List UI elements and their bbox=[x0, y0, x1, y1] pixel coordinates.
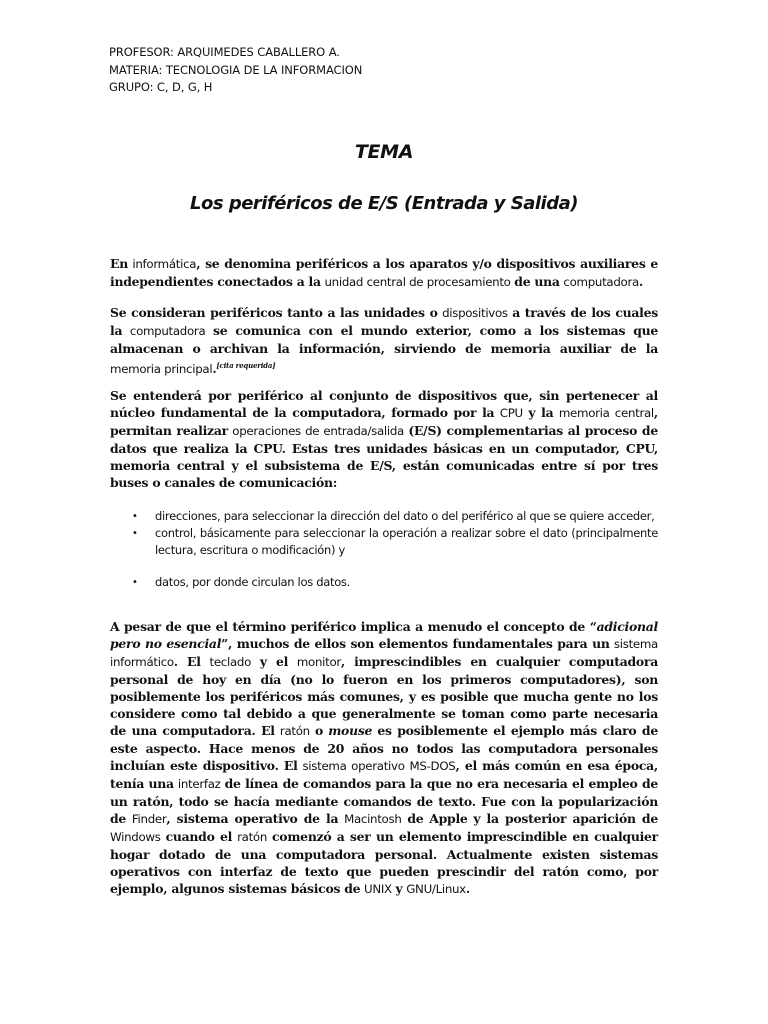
p3-text: y la bbox=[528, 405, 554, 420]
p4-link-sistema-operativo: sistema operativo bbox=[302, 759, 405, 773]
list-item bbox=[110, 525, 658, 559]
p4-text: cuando el bbox=[165, 829, 233, 844]
list-item-text: direcciones, para seleccionar la dirección del dato o del periférico al que se quiere acceder, bbox=[155, 509, 655, 523]
list-item-text: datos, por donde circulan los datos. bbox=[155, 575, 350, 589]
p1-link-informatica: informática bbox=[132, 257, 197, 271]
p4-text: comenzó a ser un elemento imprescindible en cualquier hogar dotado de una computadora personal. Actualmente existen sistemas operativos con interfaz de texto que pueden prescindir del ratón como, por ejemplo, algunos sistemas básicos de bbox=[110, 829, 658, 896]
p4-text: de bbox=[407, 811, 424, 826]
p4-link-interfaz: interfaz bbox=[177, 777, 221, 791]
p4-italic-mouse: mouse bbox=[328, 723, 373, 738]
p4-link-unix: UNIX bbox=[364, 882, 392, 896]
paragraph-1 bbox=[110, 255, 658, 291]
p3-link-operaciones: operaciones de entrada/salida bbox=[232, 424, 404, 438]
p3-text: , permitan realizar bbox=[110, 405, 658, 438]
p4-link-msdos: MS-DOS bbox=[409, 759, 456, 773]
p1-link-computadora: computadora bbox=[563, 275, 639, 289]
p4-link-sistema-informatico: sistema informático bbox=[110, 637, 658, 669]
p1-text: , se denomina periféricos a los aparatos y/o dispositivos auxiliares e independientes conectados a la bbox=[110, 256, 658, 289]
p2-link-computadora: computadora bbox=[129, 324, 206, 338]
p4-text: ”, muchos de ellos son elementos fundamentales para un bbox=[221, 636, 610, 651]
document-header bbox=[109, 44, 362, 97]
list-item bbox=[110, 508, 658, 525]
p4-link-monitor: monitor bbox=[296, 655, 341, 669]
p4-text: . El bbox=[173, 654, 201, 669]
p4-text: o bbox=[315, 723, 324, 738]
bullet-icon: • bbox=[132, 511, 138, 522]
citation-needed: [cita requerida] bbox=[216, 361, 276, 370]
p4-text: y bbox=[395, 881, 403, 896]
list-item bbox=[110, 574, 658, 591]
p2-text: se comunica con el mundo exterior, como a los sistemas que almacenan o archivan la información, sirviendo de memoria auxiliar de la bbox=[110, 323, 658, 356]
header-grupo: GRUPO: C, D, G, H bbox=[109, 80, 213, 94]
document-title: Los periféricos de E/S (Entrada y Salida) bbox=[190, 193, 578, 214]
p4-text: , imprescindibles en cualquier computadora personal de hoy en día (no lo fueron en los primeros computadores), son posiblemente los periféricos más comunes, y es posible que mucha gente no los considere como tal debido a que generalmente se toman como parte necesaria de una computadora. El bbox=[110, 654, 658, 738]
p1-text: . bbox=[638, 274, 643, 289]
p4-text: , sistema operativo de la bbox=[166, 811, 339, 826]
header-profesor: PROFESOR: ARQUIMEDES CABALLERO A. bbox=[109, 45, 340, 59]
p3-link-memoria-central: memoria central bbox=[558, 406, 654, 420]
p3-text: Se entenderá por periférico al conjunto de dispositivos que, sin pertenecer al núcleo fundamental de la computadora, formado por la bbox=[110, 388, 658, 420]
header-materia: MATERIA: TECNOLOGIA DE LA INFORMACION bbox=[109, 62, 363, 77]
p1-text: de una bbox=[514, 274, 560, 289]
p4-link-raton: ratón bbox=[279, 724, 310, 738]
p1-text: En bbox=[110, 256, 128, 271]
bullet-icon: • bbox=[132, 577, 138, 588]
p4-text: de línea de comandos para la que no era necesaria el empleo de un ratón, todo se hacía mediante comandos de texto. Fue con la popularización de bbox=[110, 776, 658, 826]
paragraph-4 bbox=[110, 618, 658, 898]
list-item-text: control, básicamente para seleccionar la operación a realizar sobre el dato (principalmente lectura, escritura o modificación) y bbox=[155, 526, 658, 557]
p4-link-finder: Finder bbox=[131, 812, 167, 826]
p2-link-memoria-principal: memoria principal bbox=[110, 362, 213, 376]
p4-text: y la posterior aparición de bbox=[473, 811, 658, 826]
p4-text-apple: Apple bbox=[429, 811, 468, 826]
p4-link-macintosh: Macintosh bbox=[344, 812, 402, 826]
paragraph-3 bbox=[110, 387, 658, 491]
p4-link-teclado: teclado bbox=[209, 655, 251, 669]
paragraph-2 bbox=[110, 304, 658, 378]
bullet-icon: • bbox=[132, 528, 138, 539]
p3-text: (E/S) complementarias al proceso de datos que realiza la CPU. Estas tres unidades básicas en un computador, CPU, memoria central y el subsistema de E/S, están comunicadas entre sí por tres buses o canales de comunicación: bbox=[110, 423, 658, 490]
p4-text: . bbox=[465, 881, 470, 896]
tema-heading: TEMA bbox=[354, 141, 414, 163]
p1-link-cpu: unidad central de procesamiento bbox=[324, 275, 511, 289]
p4-link-gnu-linux: GNU/Linux bbox=[406, 882, 466, 896]
bus-list bbox=[110, 508, 658, 591]
p4-text: A pesar de que el término periférico implica a menudo el concepto de “ bbox=[110, 619, 597, 634]
p2-link-dispositivos: dispositivos bbox=[442, 306, 508, 320]
p4-text: es posiblemente el ejemplo más claro de este aspecto. Hace menos de 20 años no todos las computadora personales incluían este dispositivo. El bbox=[110, 723, 658, 773]
p3-link-cpu: CPU bbox=[499, 406, 523, 420]
p4-text: y el bbox=[259, 654, 289, 669]
p2-text: Se consideran periféricos tanto a las unidades o bbox=[110, 305, 438, 320]
p2-text: . bbox=[212, 361, 217, 376]
p4-italic-adicional: adicional pero no esencial bbox=[110, 619, 658, 651]
p4-link-raton-2: ratón bbox=[237, 830, 267, 844]
p4-link-windows: Windows bbox=[110, 830, 161, 844]
p2-text: a través de los cuales la bbox=[110, 305, 658, 338]
p4-text: , el más común en esa época, tenía una bbox=[110, 758, 658, 791]
